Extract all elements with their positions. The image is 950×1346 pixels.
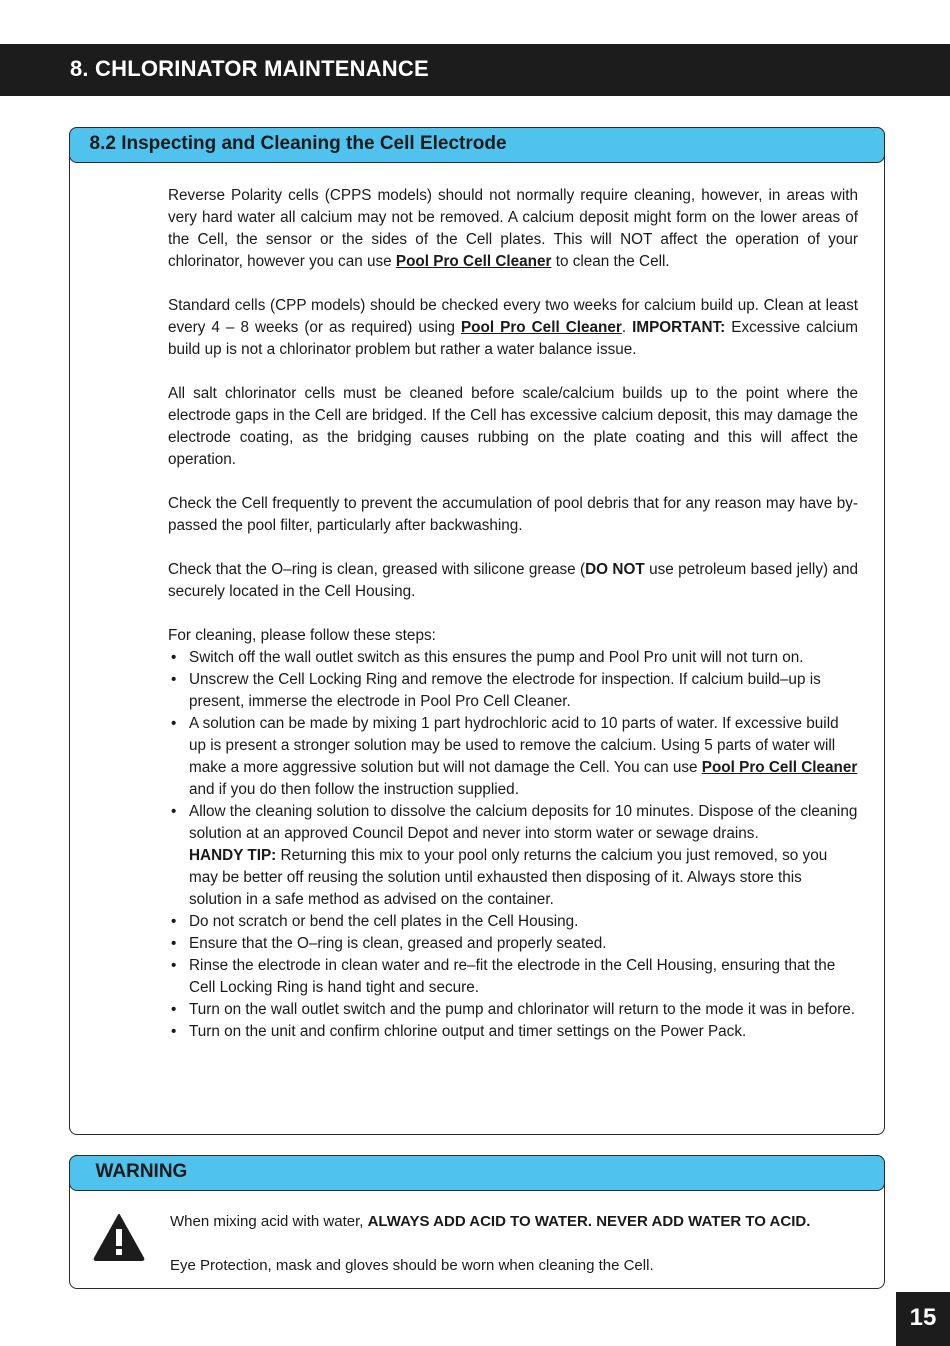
step3-text-end: and if you do then follow the instruction supplied. [189, 781, 519, 798]
steps-intro: For cleaning, please follow these steps: [168, 627, 436, 644]
handy-tip [189, 845, 858, 911]
paragraph-scale: All salt chlorinator cells must be cleaned before scale/calcium builds up to the point where the electrode gaps in the Cell are bridged. If the Cell has excessive calcium deposit, this may damage the electrode coating, as the bridging causes rubbing on the plate coating and this will affect the operation. [168, 385, 858, 468]
warning-content [170, 1211, 870, 1299]
handy-tip-text: Returning this mix to your pool only returns the calcium you just removed, so you may be better off reusing the solution until exhausted then disposing of it. Always store this solution in a safe method as advised on the container. [189, 847, 828, 908]
para2-text: Standard cells (CPP models) should be checked every two weeks for calcium build up. Clean at least every 4 – 8 weeks (or as required) using [168, 297, 858, 336]
list-item: • Unscrew the Cell Locking Ring and remove the electrode for inspection. If calcium build–up is present, immerse the electrode in Pool Pro Cell Cleaner. [168, 669, 858, 713]
para5-text: Check that the O–ring is clean, greased with silicone grease ( [168, 561, 586, 578]
cleaning-steps-list [168, 647, 858, 1043]
para5-text-end: use petroleum based jelly) and securely located in the Cell Housing. [168, 561, 858, 600]
cell-cleaner-link[interactable]: Pool Pro Cell Cleaner [395, 253, 552, 270]
section-box [69, 127, 885, 1135]
warning-triangle-icon [92, 1212, 146, 1262]
list-item: • Switch off the wall outlet switch as this ensures the pump and Pool Pro unit will not turn on. [168, 647, 858, 669]
para1-text-end: to clean the Cell. [551, 253, 670, 270]
list-item: • Do not scratch or bend the cell plates in the Cell Housing. [168, 911, 858, 933]
section-content [168, 185, 858, 1043]
list-item: • Turn on the wall outlet switch and the pump and chlorinator will return to the mode it was in before. [168, 999, 858, 1021]
cell-cleaner-link[interactable]: Pool Pro Cell Cleaner [701, 759, 858, 776]
para2-text-end: Excessive calcium build up is not a chlorinator problem but rather a water balance issue. [168, 319, 859, 358]
warning-box [69, 1155, 885, 1289]
step4-text: Allow the cleaning solution to dissolve the calcium deposits for 10 minutes. Dispose of the cleaning solution at an approved Council Depot and never into storm water or sewage drains. [189, 803, 858, 842]
warning-title: WARNING [95, 1160, 188, 1182]
page-number-box [896, 1292, 950, 1346]
list-item [168, 713, 858, 801]
paragraph-debris: Check the Cell frequently to prevent the accumulation of pool debris that for any reason may have by-passed the pool filter, particularly after backwashing. [168, 495, 858, 534]
list-item [168, 801, 858, 911]
important-label: IMPORTANT: [632, 319, 726, 336]
list-item: • Rinse the electrode in clean water and re–fit the electrode in the Cell Housing, ensuring that the Cell Locking Ring is hand tight and secure. [168, 955, 858, 999]
section-title: 8.2 Inspecting and Cleaning the Cell Electrode [89, 132, 507, 154]
page-number: 15 [909, 1304, 937, 1331]
warning-line-acid [170, 1211, 870, 1233]
chapter-title: 8. CHLORINATOR MAINTENANCE [70, 56, 429, 81]
warning-header [69, 1155, 885, 1191]
do-not-label: DO NOT [585, 561, 645, 578]
para1-text: Reverse Polarity cells (CPPS models) should not normally require cleaning, however, in areas with very hard water all calcium may not be removed. A calcium deposit might form on the lower areas of the Cell, the sensor or the sides of the Cell plates. This will NOT affect the operation of your chlorinator, however you can use [168, 187, 858, 270]
list-item: • Turn on the unit and confirm chlorine output and timer settings on the Power Pack. [168, 1021, 858, 1043]
cell-cleaner-link[interactable]: Pool Pro Cell Cleaner [460, 319, 622, 336]
section-header [69, 127, 885, 163]
warning-line1-text: When mixing acid with water, [170, 1213, 368, 1230]
paragraph-o-ring [168, 559, 858, 603]
warning-line1-bold: ALWAYS ADD ACID TO WATER. NEVER ADD WATER TO ACID. [367, 1213, 811, 1230]
paragraph-standard-cells [168, 295, 858, 361]
para2-sep: . [621, 319, 633, 336]
step3-text: A solution can be made by mixing 1 part hydrochloric acid to 10 parts of water. If excessive build up is present a stronger solution may be used to remove the calcium. Using 5 parts of water will make a more aggressive solution but will not damage the Cell. You can use [189, 715, 839, 776]
warning-line-protection: Eye Protection, mask and gloves should be worn when cleaning the Cell. [170, 1257, 654, 1274]
list-item: • Ensure that the O–ring is clean, greased and properly seated. [168, 933, 858, 955]
paragraph-reverse-polarity [168, 185, 858, 273]
handy-tip-label: HANDY TIP: [189, 847, 277, 864]
chapter-header [0, 44, 950, 96]
